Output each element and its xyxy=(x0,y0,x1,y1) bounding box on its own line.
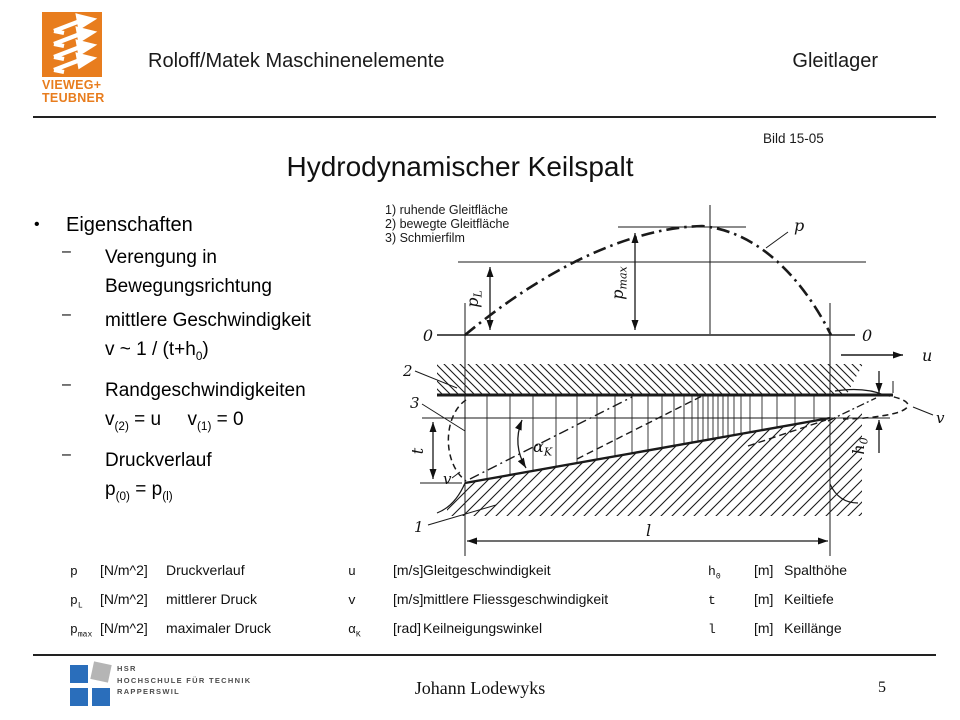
unit: [N/m^2] xyxy=(100,620,148,636)
list-item xyxy=(62,306,388,371)
velocity-profile-inlet xyxy=(443,400,466,488)
publisher-name xyxy=(42,79,105,105)
legend-item: 3) Schmierfilm xyxy=(385,230,465,245)
pressure-curve xyxy=(465,216,831,335)
callout-fixed-surface: 1 xyxy=(414,518,424,536)
velocity-left-label: v xyxy=(443,470,452,488)
list-item-formula: $v_{(2)} = u$ $v_{(1)} = 0$ xyxy=(105,408,244,433)
symbol: $p_{max}$ xyxy=(70,622,93,640)
symbol: $p_L$ xyxy=(70,593,83,611)
symbol: $\alpha_K$ xyxy=(348,622,361,640)
velocity-right-label: v xyxy=(936,409,945,427)
page-title: Hydrodynamischer Keilspalt xyxy=(286,151,634,182)
table-row xyxy=(708,620,948,649)
list-item-formula: v ~ $1 / (t+h_0)$ xyxy=(105,339,209,363)
unit: [N/m^2] xyxy=(100,562,148,578)
unit: [rad] xyxy=(393,620,422,636)
list-item-line: Randgeschwindigkeiten xyxy=(105,379,306,401)
page-number: 5 xyxy=(878,679,886,696)
list-item-formula: $p_{(0)} = p_{(l)}$ xyxy=(105,478,173,503)
dash-icon: – xyxy=(62,243,71,260)
table-row xyxy=(348,591,688,620)
table-row xyxy=(70,620,346,649)
symbol: $h_0$ xyxy=(708,564,721,582)
zero-left-label: 0 xyxy=(422,326,433,345)
table-row xyxy=(708,562,948,591)
institute-line1: HSR xyxy=(117,664,137,673)
dash-icon: – xyxy=(62,306,71,323)
legend-item: 2) bewegte Gleitfläche xyxy=(385,216,510,231)
dash-icon: – xyxy=(62,375,71,393)
sliding-speed-label: u xyxy=(922,346,933,365)
mean-pressure-label: $p_L$ xyxy=(463,290,485,308)
symbol: t xyxy=(708,593,716,608)
list-item-line: Verengung in xyxy=(105,247,217,268)
publisher-line1: VIEWEG+ xyxy=(42,78,102,92)
dimension-max-pressure xyxy=(608,233,635,330)
dash-icon: – xyxy=(62,445,71,463)
bullet-list xyxy=(28,212,388,510)
publisher-logo-arrows-icon xyxy=(42,12,102,77)
table-row xyxy=(348,562,688,591)
max-pressure-label: $p_{max}$ xyxy=(608,266,630,300)
institute-line2: HOCHSCHULE FÜR TECHNIK xyxy=(117,675,252,685)
publisher-logo xyxy=(42,12,102,77)
pressure-label: p xyxy=(794,216,805,235)
description: Druckverlauf xyxy=(166,562,245,578)
dimension-wedge-depth xyxy=(408,422,433,479)
description: Spalthöhe xyxy=(784,562,848,578)
callout-moving-surface: 2 xyxy=(403,362,413,380)
bullet-main xyxy=(28,212,388,238)
wedge-angle xyxy=(518,420,553,468)
unit: [m/s] xyxy=(393,591,424,607)
header-rule xyxy=(33,116,936,118)
list-item xyxy=(62,376,388,441)
symbol: v xyxy=(348,593,356,608)
list-item xyxy=(62,243,388,301)
table-row xyxy=(708,591,948,620)
table-row xyxy=(348,620,688,649)
chapter-title: Gleitlager xyxy=(792,50,878,72)
figure-reference: Bild 15-05 xyxy=(763,131,824,146)
sliding-speed-arrow xyxy=(841,346,932,365)
zero-right-label: 0 xyxy=(862,326,873,345)
gap-height-label: $h_0$ xyxy=(849,437,871,455)
unit: [m] xyxy=(754,562,774,578)
wedge-length-label: l xyxy=(646,521,652,540)
description: mittlere Fliessgeschwindigkeit xyxy=(423,591,609,607)
wedge-depth-label: t xyxy=(408,447,427,455)
symbol: u xyxy=(348,564,356,579)
callout-film: 3 xyxy=(410,394,420,412)
description: maximaler Druck xyxy=(166,620,272,636)
author-name: Johann Lodewyks xyxy=(414,678,546,698)
dimension-mean-pressure xyxy=(463,267,490,330)
symbol: p xyxy=(70,564,78,579)
description: mittlerer Druck xyxy=(166,591,258,607)
list-item-line: Bewegungsrichtung xyxy=(105,276,272,297)
book-title: Roloff/Matek Maschinenelemente xyxy=(148,50,445,72)
list-item-line: mittlere Geschwindigkeit xyxy=(105,310,311,331)
wedge-gap-diagram xyxy=(400,196,960,560)
wedge-angle-label: $\alpha_K$ xyxy=(533,437,553,459)
footer-rule xyxy=(33,654,936,656)
list-item xyxy=(62,446,388,511)
symbol-table-velocity xyxy=(348,562,688,649)
unit: [N/m^2] xyxy=(100,591,148,607)
description: Keillänge xyxy=(784,620,842,636)
description: Keiltiefe xyxy=(784,591,834,607)
table-row xyxy=(70,562,346,591)
symbol-table-pressure xyxy=(70,562,346,649)
table-row xyxy=(70,591,346,620)
publisher-line2: TEUBNER xyxy=(42,91,105,105)
symbol: l xyxy=(708,622,716,637)
list-item-line: Druckverlauf xyxy=(105,449,212,471)
bullet-main-label: Eigenschaften xyxy=(66,214,193,236)
dimension-wedge-length xyxy=(467,521,828,541)
unit: [m] xyxy=(754,620,774,636)
description: Gleitgeschwindigkeit xyxy=(423,562,551,578)
unit: [m/s] xyxy=(393,562,424,578)
bullet-icon: • xyxy=(34,216,40,233)
moving-surface xyxy=(437,364,893,395)
description: Keilneigungswinkel xyxy=(423,620,543,636)
institute-line3: RAPPERSWIL xyxy=(117,687,181,696)
stationary-wedge xyxy=(437,413,862,516)
symbol-table-geometry xyxy=(708,562,948,649)
unit: [m] xyxy=(754,591,774,607)
legend-item: 1) ruhende Gleitfläche xyxy=(385,203,508,217)
